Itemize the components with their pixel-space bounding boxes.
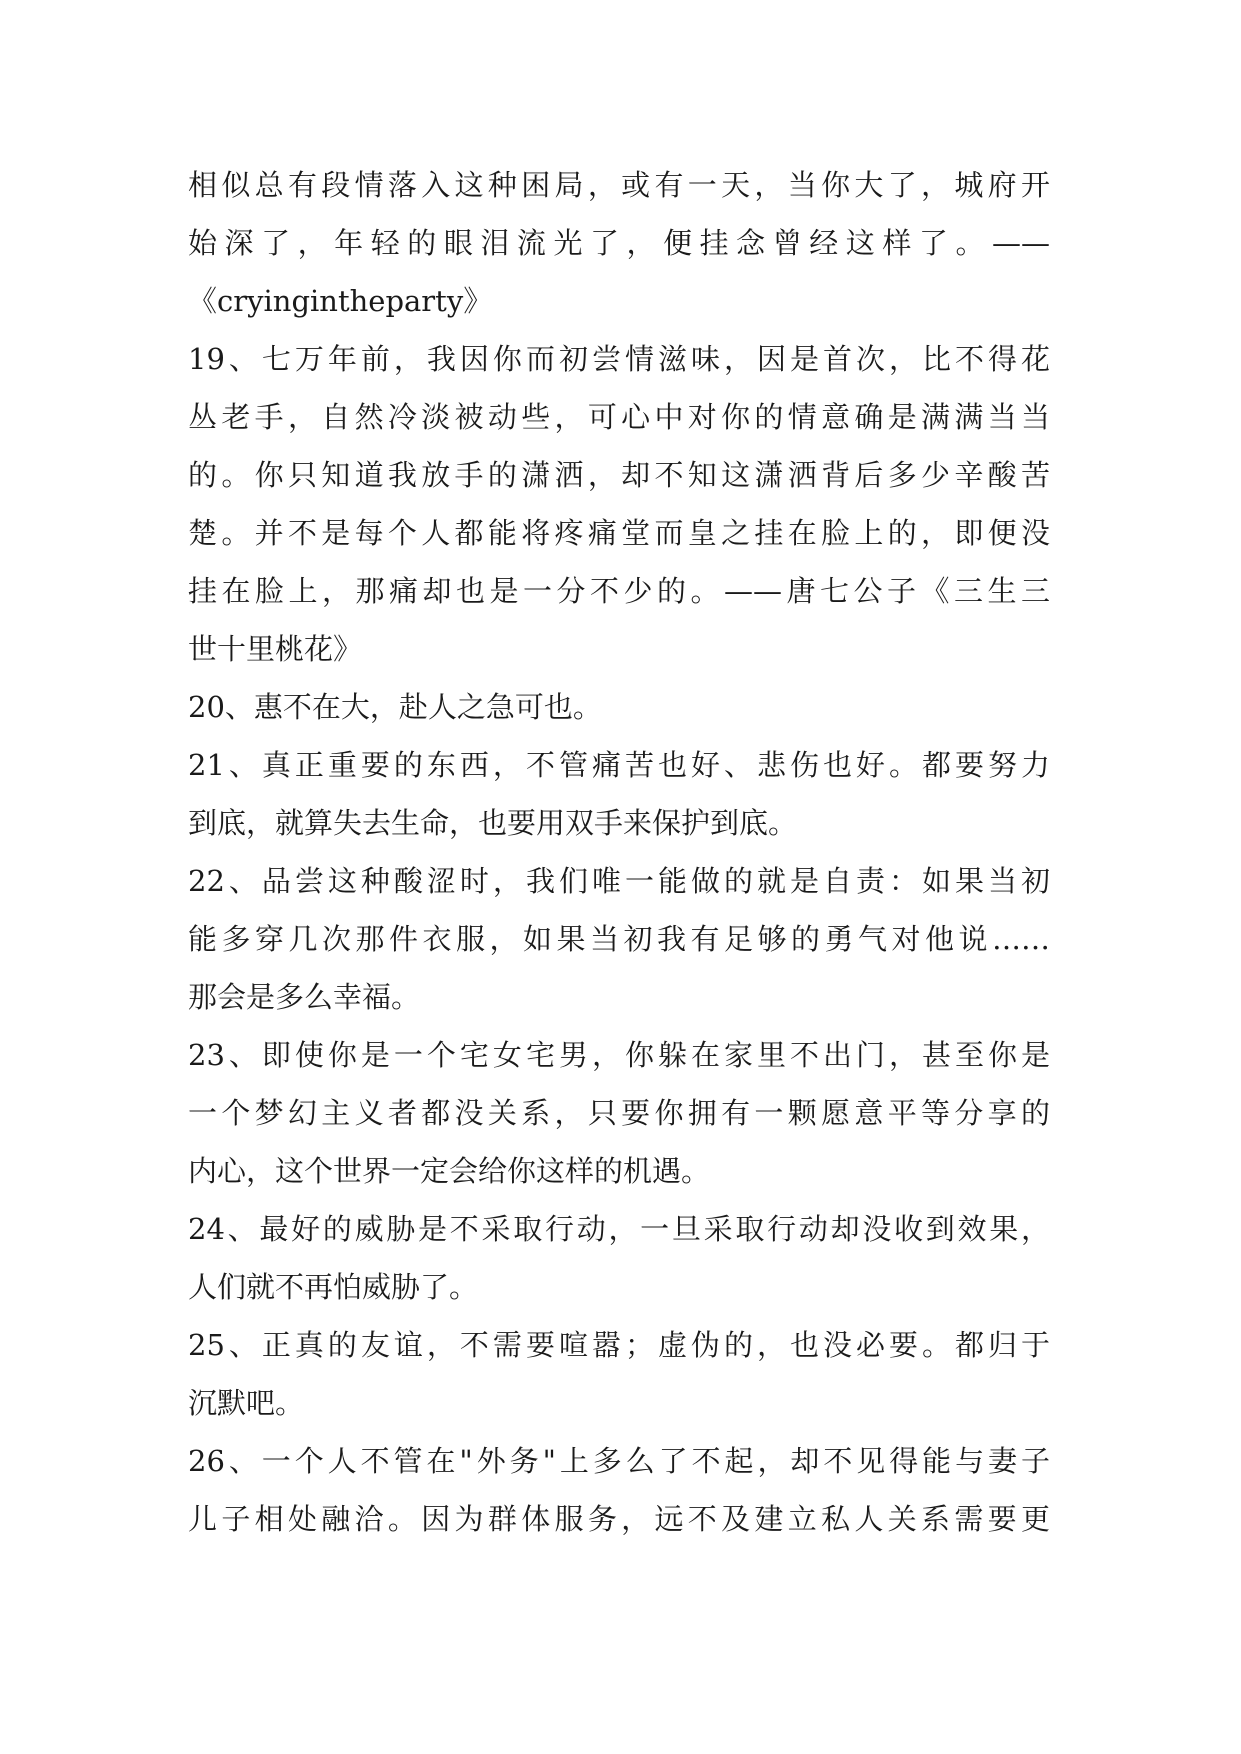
text-line: 沉默吧。 bbox=[188, 1386, 305, 1420]
text-line: 挂在脸上，那痛却也是一分不少的。——唐七公子《三生三 bbox=[188, 574, 1050, 608]
text-line: 一个梦幻主义者都没关系，只要你拥有一颗愿意平等分享的 bbox=[188, 1096, 1050, 1130]
text-line: 25、正真的友谊，不需要喧嚣；虚伪的，也没必要。都归于 bbox=[188, 1328, 1050, 1362]
text-line: 楚。并不是每个人都能将疼痛堂而皇之挂在脸上的，即便没 bbox=[188, 516, 1050, 550]
text-line: 22、品尝这种酸涩时，我们唯一能做的就是自责：如果当初 bbox=[188, 864, 1050, 898]
text-line: 到底，就算失去生命，也要用双手来保护到底。 bbox=[188, 806, 798, 840]
text-line: 《cryingintheparty》 bbox=[188, 284, 493, 318]
text-line: 内心，这个世界一定会给你这样的机遇。 bbox=[188, 1154, 711, 1188]
text-line: 24、最好的威胁是不采取行动，一旦采取行动却没收到效果， bbox=[188, 1212, 1050, 1246]
document-body bbox=[188, 156, 1050, 1548]
text-line: 19、七万年前，我因你而初尝情滋味，因是首次，比不得花 bbox=[188, 342, 1050, 376]
text-line: 能多穿几次那件衣服，如果当初我有足够的勇气对他说…… bbox=[188, 922, 1050, 956]
text-line: 20、惠不在大，赴人之急可也。 bbox=[188, 690, 602, 724]
text-line: 23、即使你是一个宅女宅男，你躲在家里不出门，甚至你是 bbox=[188, 1038, 1050, 1072]
text-line: 21、真正重要的东西，不管痛苦也好、悲伤也好。都要努力 bbox=[188, 748, 1050, 782]
text-line: 世十里桃花》 bbox=[188, 632, 363, 666]
text-line: 的。你只知道我放手的潇洒，却不知这潇洒背后多少辛酸苦 bbox=[188, 458, 1050, 492]
text-line: 26、一个人不管在"外务"上多么了不起，却不见得能与妻子 bbox=[188, 1444, 1050, 1478]
text-line: 丛老手，自然冷淡被动些，可心中对你的情意确是满满当当 bbox=[188, 400, 1050, 434]
text-line: 相似总有段情落入这种困局，或有一天，当你大了，城府开 bbox=[188, 168, 1050, 202]
text-line: 始深了，年轻的眼泪流光了，便挂念曾经这样了。—— bbox=[188, 226, 1050, 260]
text-line: 人们就不再怕威胁了。 bbox=[188, 1270, 479, 1304]
text-line: 那会是多么幸福。 bbox=[188, 980, 421, 1014]
text-line: 儿子相处融洽。因为群体服务，远不及建立私人关系需要更 bbox=[188, 1502, 1050, 1536]
